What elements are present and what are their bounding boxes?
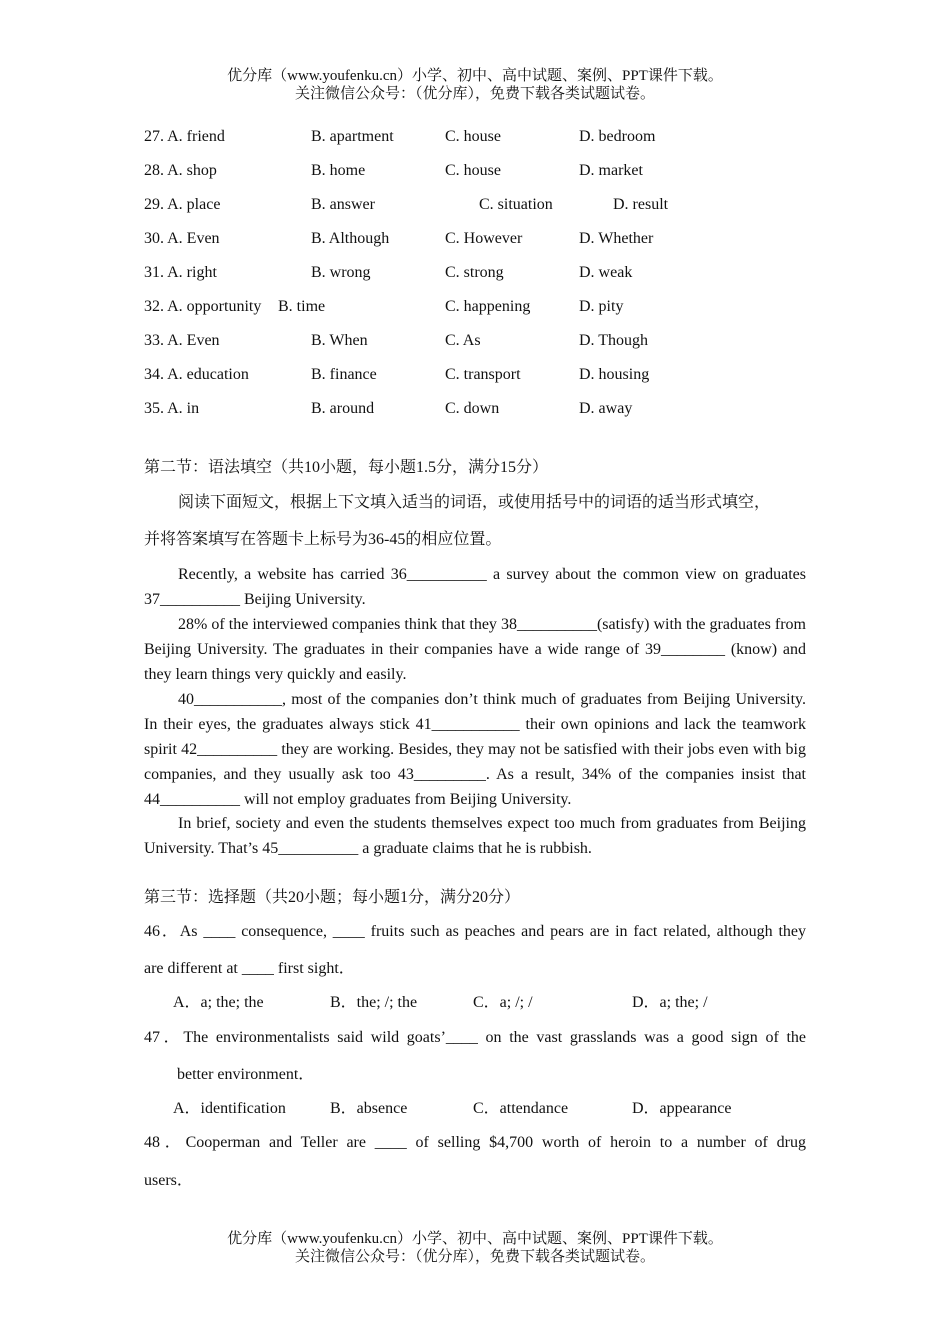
passage-paragraph-4: In brief, society and even the students themselves expect too much from graduates from Beijing University. That’s 45__________ a graduate claims that he is rubbish. (144, 815, 806, 857)
option-b: B. When (311, 332, 368, 349)
choice-d: D．a; the; / (632, 994, 708, 1011)
option-c: C. down (445, 400, 500, 417)
option-c: C. transport (445, 366, 521, 383)
option-c: C. However (445, 230, 523, 247)
passage-paragraph-2: 28% of the interviewed companies think that they 38__________(satisfy) with the graduates from Beijing University. The graduates in their companies have a wide range of 39________ (know) and they learn things very quickly and easily. (144, 616, 806, 683)
option-c: C. house (445, 162, 501, 179)
option-c: C. situation (479, 196, 553, 213)
footer-line-2: 关注微信公众号：（优分库），免费下载各类试题试卷。 (294, 1249, 655, 1265)
option-d: D. Whether (579, 230, 654, 247)
option-b: B. finance (311, 366, 377, 383)
option-a: 29. A. place (144, 196, 221, 213)
option-b: B. wrong (311, 264, 371, 281)
option-d: D. housing (579, 366, 650, 383)
choice-a: A．a; the; the (173, 994, 264, 1011)
choice-c: C．attendance (473, 1100, 569, 1117)
section2-title: 第二节：语法填空（共10小题，每小题1.5分，满分15分） (144, 459, 549, 476)
choice-d: D．appearance (632, 1100, 732, 1117)
question-47-line-1: 47．The environmentalists said wild goats’____ on the vast grasslands was a good sign of the (144, 1029, 806, 1046)
choice-c: C．a; /; / (473, 994, 533, 1011)
option-a: 33. A. Even (144, 332, 220, 349)
choice-b: B．absence (330, 1100, 408, 1117)
option-b: B. around (311, 400, 375, 417)
option-d: D. pity (579, 298, 624, 315)
footer-line-1: 优分库（www.youfenku.cn）小学、初中、高中试题、案例、PPT课件下载。 (227, 1231, 723, 1247)
option-a: 28. A. shop (144, 162, 217, 179)
option-d: D. result (613, 196, 669, 213)
option-a: 27. A. friend (144, 128, 225, 145)
option-b: B. time (278, 298, 326, 315)
option-d: D. Though (579, 332, 649, 349)
option-c: C. strong (445, 264, 504, 281)
choice-a: A．identification (173, 1100, 286, 1117)
option-c: C. happening (445, 298, 531, 315)
option-d: D. away (579, 400, 633, 417)
option-d: D. bedroom (579, 128, 656, 145)
section2-instruction-1: 阅读下面短文，根据上下文填入适当的词语，或使用括号中的词语的适当形式填空， (178, 494, 771, 511)
option-b: B. apartment (311, 128, 394, 145)
section3-title: 第三节：选择题（共20小题；每小题1分，满分20分） (144, 889, 521, 906)
option-b: B. home (311, 162, 366, 179)
question-47-line-2: better environment． (177, 1066, 315, 1083)
option-a: 30. A. Even (144, 230, 220, 247)
option-d: D. market (579, 162, 643, 179)
option-c: C. As (445, 332, 481, 349)
section2-instruction-2: 并将答案填写在答题卡上标号为36-45的相应位置。 (144, 531, 502, 548)
page-footer (0, 1230, 950, 1266)
question-46-line-2: are different at ____ first sight． (144, 960, 355, 977)
option-d: D. weak (579, 264, 633, 281)
option-a: 35. A. in (144, 400, 200, 417)
question-46-line-1: 46．As ____ consequence, ____ fruits such as peaches and pears are in fact related, although they (144, 923, 806, 940)
question-48-line-2: users． (144, 1172, 193, 1189)
option-c: C. house (445, 128, 501, 145)
option-b: B. answer (311, 196, 375, 213)
choice-b: B．the; /; the (330, 994, 418, 1011)
passage-paragraph-1: Recently, a website has carried 36__________ a survey about the common view on graduates 37__________ Beijing University. (144, 566, 806, 608)
option-a: 34. A. education (144, 366, 249, 383)
option-a: 31. A. right (144, 264, 217, 281)
option-b: B. Although (311, 230, 390, 247)
page-header (0, 67, 950, 103)
header-line-1: 优分库（www.youfenku.cn）小学、初中、高中试题、案例、PPT课件下载。 (227, 68, 723, 84)
question-48-line-1: 48．Cooperman and Teller are ____ of selling $4,700 worth of heroin to a number of drug (144, 1134, 806, 1151)
option-a: 32. A. opportunity (144, 298, 262, 315)
header-line-2: 关注微信公众号：（优分库），免费下载各类试题试卷。 (294, 86, 655, 102)
passage-paragraph-3: 40___________, most of the companies don’t think much of graduates from Beijing University. In their eyes, the graduates always stick 41___________ their own opinions and lack the teamwork spirit 42__________ they are working. Besides, they may not be satisfied with their jobs even with big companies, and they usually ask too 43_________. As a result, 34% of the companies insist that 44__________ will not employ graduates from Beijing University. (144, 691, 806, 808)
